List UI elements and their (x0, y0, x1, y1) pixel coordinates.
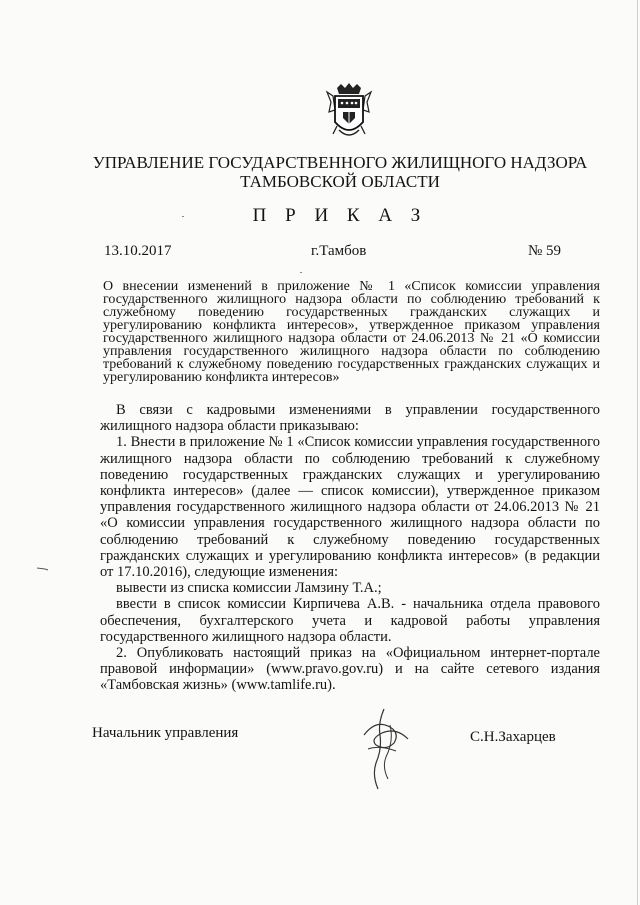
scan-edge-line (637, 0, 638, 905)
body-item-1: 1. Внести в приложение № 1 «Список комиссии управления государственного жилищного надзора области по соблюдению требований к служебному поведению государственных гражданских служащих и урегулированию конфликта интересов» (далее — список комиссии), утвержденное приказом управления государственного жилищного надзора области от 24.06.2013 № 21 «О комиссии управления государственного жилищного надзора области по соблюдению требований к служебному поведению государственных гражданских служащих и урегулированию конфликта интересов» (в редакции от 17.10.2016), следующие изменения: (100, 434, 600, 581)
margin-mark-icon (37, 567, 49, 571)
order-subject: О внесении изменений в приложение № 1 «Список комиссии управления государственного жилищного надзора области по соблюдению требований к служебному поведению государственных гражданских служащих и урегулированию конфликта интересов», утвержденное приказом управления государственного жилищного надзора области от 24.06.2013 № 21 «О комиссии управления государственного жилищного надзора области по соблюдению требований к служебному поведению государственных гражданских служащих и урегулированию конфликта интересов» (103, 279, 600, 385)
body-item-2: 2. Опубликовать настоящий приказ на «Официальном интернет-портале правовой информации» (www.pravo.gov.ru) и на сайте сетевого издания «Тамбовская жизнь» (www.tamlife.ru). (100, 645, 600, 694)
handwritten-signature-icon (356, 705, 416, 795)
body-item-1b: ввести в список комиссии Кирпичева А.В. - начальника отдела правового обеспечения, бухгалтерского учета и кадровой работы управления государственного жилищного надзора области. (100, 596, 600, 645)
coat-of-arms-icon (323, 82, 375, 144)
signature-title: Начальник управления (92, 725, 239, 741)
agency-name-line2: ТАМБОВСКОЙ ОБЛАСТИ (240, 172, 440, 191)
order-city: г.Тамбов (311, 243, 367, 259)
scan-speck (182, 216, 184, 217)
scan-speck (300, 272, 302, 273)
order-date: 13.10.2017 (104, 243, 172, 259)
order-title: П Р И К А З (252, 205, 428, 226)
signature-name: С.Н.Захарцев (470, 729, 556, 745)
body-intro: В связи с кадровыми изменениями в управлении государственного жилищного надзора области приказываю: (100, 402, 600, 435)
body-item-1a: вывести из списка комиссии Ламзину Т.А.; (116, 580, 382, 597)
order-body (100, 402, 600, 694)
agency-name-line1: УПРАВЛЕНИЕ ГОСУДАРСТВЕННОГО ЖИЛИЩНОГО НАДЗОРА (92, 153, 588, 172)
order-number: № 59 (528, 243, 562, 259)
